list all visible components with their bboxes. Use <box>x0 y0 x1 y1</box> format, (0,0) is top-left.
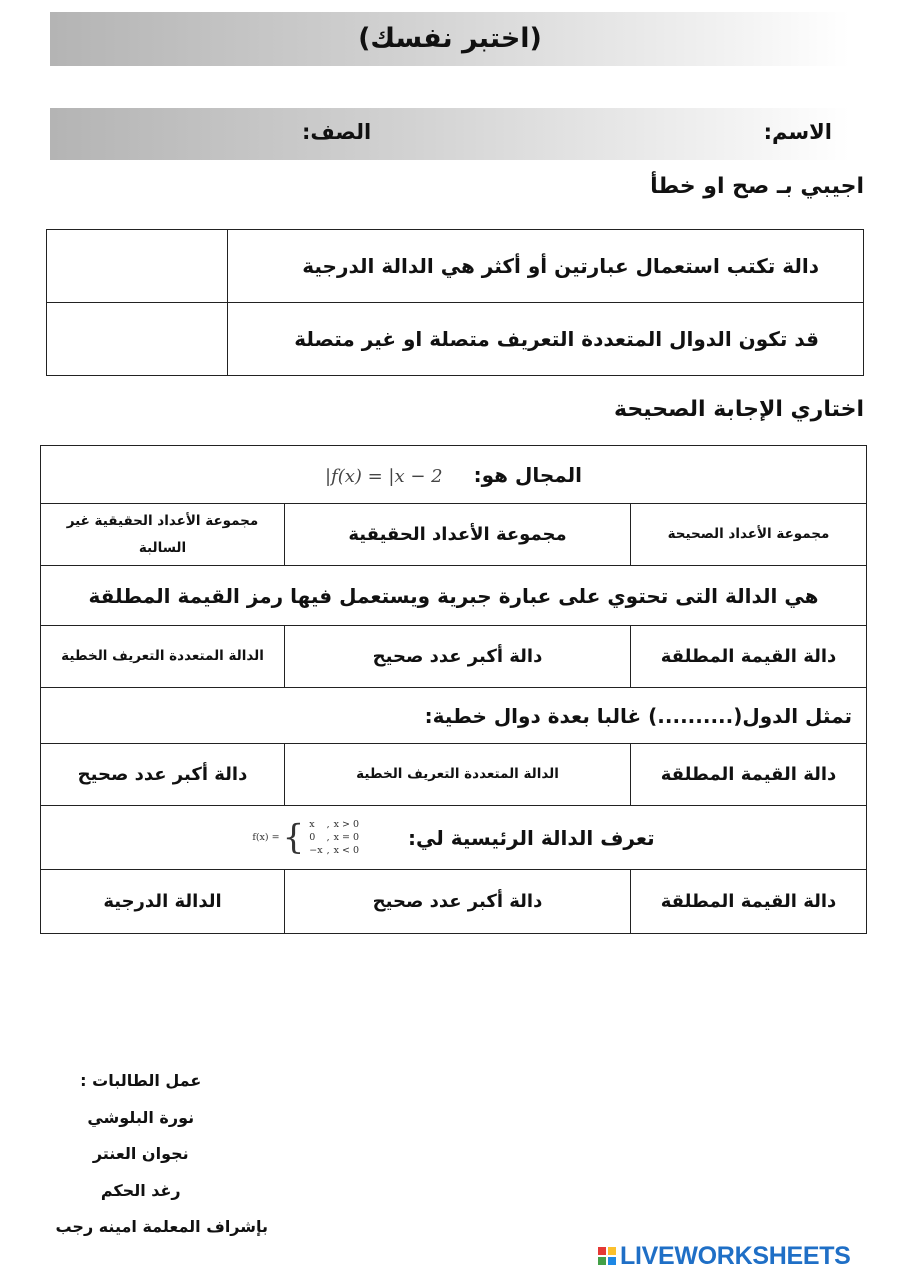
credits <box>55 1063 268 1246</box>
student-info-bar <box>50 108 850 160</box>
option-2a[interactable]: دالة القيمة المطلقة <box>631 626 867 688</box>
question-1-formula: f(x) = |x − 2| <box>324 465 443 487</box>
answer-box-1[interactable] <box>47 230 228 303</box>
question-row <box>41 446 867 504</box>
case-expr: −x <box>309 845 323 856</box>
answer-box-2[interactable] <box>47 303 228 376</box>
option-2c[interactable]: الدالة المتعددة التعريف الخطية <box>41 626 285 688</box>
credits-heading: عمل الطالبات : <box>80 1071 202 1090</box>
option-1b[interactable]: مجموعة الأعداد الحقيقية <box>285 504 631 566</box>
statement-1: دالة تكتب استعمال عبارتين أو أكثر هي الدالة الدرجية <box>228 230 864 303</box>
piecewise-formula <box>252 818 361 857</box>
true-false-instruction: اجيبي بـ صح او خطأ <box>650 174 864 199</box>
question-4 <box>41 806 867 870</box>
credit-name: رغد الحكم <box>100 1180 181 1200</box>
question-1-text: المجال هو: <box>473 462 583 487</box>
name-label: الاسم: <box>763 120 832 144</box>
option-3a[interactable]: دالة القيمة المطلقة <box>631 744 867 806</box>
option-1c[interactable]: مجموعة الأعداد الحقيقية غير السالبة <box>41 504 285 566</box>
credit-supervisor: بإشراف المعلمة امينه رجب <box>55 1217 268 1236</box>
option-3b[interactable]: الدالة المتعددة التعريف الخطية <box>285 744 631 806</box>
question-3: تمثل الدول(..........) غالبا بعدة دوال خطية: <box>41 688 867 744</box>
option-3c[interactable]: دالة أكبر عدد صحيح <box>41 744 285 806</box>
credit-name: نجوان العنتر <box>92 1144 189 1163</box>
option-4a[interactable]: دالة القيمة المطلقة <box>631 870 867 934</box>
options-row <box>41 870 867 934</box>
case-cond: x > 0 <box>333 819 360 830</box>
case-expr: x <box>309 819 315 830</box>
logo-block <box>608 1257 616 1265</box>
option-2b[interactable]: دالة أكبر عدد صحيح <box>285 626 631 688</box>
credit-name: نورة البلوشي <box>87 1107 195 1127</box>
option-1a[interactable]: مجموعة الأعداد الصحيحة <box>631 504 867 566</box>
case-cond: x < 0 <box>333 845 360 856</box>
table-row <box>47 230 864 303</box>
option-4b[interactable]: دالة أكبر عدد صحيح <box>285 870 631 934</box>
options-row <box>41 626 867 688</box>
brace-icon: { <box>282 817 305 858</box>
statement-2: قد تكون الدوال المتعددة التعريف متصلة او غير متصلة <box>228 303 864 376</box>
page-title: (اختبر نفسك) <box>358 23 542 54</box>
logo-block <box>608 1247 616 1255</box>
formula-cases: x , x > 0 0 , x = 0 −x , x < 0 <box>309 819 360 856</box>
logo-icon <box>598 1247 616 1265</box>
option-4c[interactable]: الدالة الدرجية <box>41 870 285 934</box>
multiple-choice-instruction: اختاري الإجابة الصحيحة <box>614 397 864 422</box>
question-4-text: تعرف الدالة الرئيسية لي: <box>408 825 655 850</box>
question-row <box>41 806 867 870</box>
title-bar <box>50 12 850 66</box>
table-row <box>47 303 864 376</box>
case-expr: 0 <box>309 832 316 843</box>
question-2: هي الدالة التى تحتوي على عبارة جبرية ويستعمل فيها رمز القيمة المطلقة <box>41 566 867 626</box>
true-false-table <box>46 229 864 376</box>
logo-text: LIVEWORKSHEETS <box>620 1241 851 1270</box>
class-label: الصف: <box>302 120 372 144</box>
logo-block <box>598 1247 606 1255</box>
question-row <box>41 566 867 626</box>
options-row <box>41 744 867 806</box>
logo-block <box>598 1257 606 1265</box>
liveworksheets-logo <box>598 1241 851 1271</box>
question-row <box>41 688 867 744</box>
options-row <box>41 504 867 566</box>
multiple-choice-table <box>40 445 867 934</box>
formula-label: f(x) = <box>252 832 280 843</box>
question-1 <box>41 446 867 504</box>
case-cond: x = 0 <box>333 832 360 843</box>
